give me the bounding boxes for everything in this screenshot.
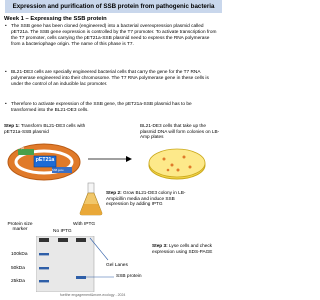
- step-3-label: Step 3:: [152, 243, 168, 248]
- bullet-dot: •: [5, 102, 7, 107]
- bullet-dot: •: [5, 70, 7, 75]
- amp-label: AmpR: [17, 147, 25, 150]
- plate-description: BL21-DE3 cells that take up the plasmid DNA will form colonies on LB-Amp plates: [140, 123, 220, 140]
- ssb-band: [76, 276, 86, 279]
- step-2-text: Grow BL21-DE3 colony in LB-Ampicillin media and induce SSB expression by adding IPTG: [106, 190, 186, 207]
- footer-text: fuelthe engagement&more-ecology - 2024: [60, 293, 126, 297]
- step-2-label: Step 2:: [106, 190, 122, 195]
- flask-icon: [78, 182, 104, 216]
- bullet-2: [5, 70, 218, 88]
- marker-label-50: 50kDa: [11, 266, 25, 271]
- marker-label-25: 25kDa: [11, 279, 25, 284]
- gel-col-with-iptg: With IPTG: [73, 222, 96, 227]
- gel-col-marker: Protein size marker: [7, 222, 33, 233]
- step-2: [106, 190, 198, 207]
- step-3-text: Lyse cells and check expression using SDS-PAGE: [152, 243, 213, 254]
- bullet-text: The SSB gene has been cloned (engineered) into a bacterial overexpression plasmid called pET21a. The SSB gene expression is controlled by the T7 promoter. To activate transcription from the T7 promoter, cells carrying the pET21a-SSB plasmid need to express the RNA polymerase from a bacteriophage origin. The name of this phase is T7.: [11, 24, 217, 48]
- gel-well: [39, 238, 49, 242]
- marker-band: [39, 253, 49, 255]
- bullet-dot: •: [5, 24, 7, 29]
- arrow-right-icon: [88, 154, 132, 164]
- marker-band: [39, 280, 49, 282]
- bullet-1: [5, 24, 218, 48]
- petri-dish-icon: [146, 143, 208, 183]
- ssb-gene-label: SSB gene: [52, 169, 64, 172]
- page-title: Expression and purification of SSB protein from pathogenic bacteria: [5, 0, 222, 13]
- marker-label-100: 100kDa: [11, 252, 28, 257]
- ssb-protein-label: SSB protein: [116, 274, 142, 279]
- ssb-pointer: [86, 274, 116, 280]
- marker-band: [39, 267, 49, 269]
- bullet-text: BL21-DE3 cells are specially engineered bacterial cells that carry the gene for the T7 RNA polymerase engineered into their chromosome. The T7 RNA polymerase gene in these cells is under the control of an inducible lac promoter.: [11, 70, 209, 88]
- bullet-3: [5, 102, 218, 114]
- week-heading: Week 1 – Expressing the SSB protein: [4, 16, 107, 22]
- plasmid-name: pET21a: [35, 157, 55, 163]
- step-3: [152, 243, 222, 254]
- gel-lanes-label: Gel Lanes: [106, 263, 128, 268]
- step-1-label: Step 1:: [4, 123, 20, 128]
- step-1-text: Transform BL21-DE3 cells with pET21a-SSB plasmid: [4, 123, 86, 134]
- gel-well: [76, 238, 86, 242]
- gel-well: [58, 238, 68, 242]
- bullet-text: Therefore to activate expression of the SSB gene, the pET21a-SSB plasmid has to be transformed into the BL21-DE3 cells.: [11, 102, 192, 114]
- gel-col-no-iptg: No IPTG: [53, 229, 72, 234]
- gel-lanes-pointer: [86, 236, 116, 276]
